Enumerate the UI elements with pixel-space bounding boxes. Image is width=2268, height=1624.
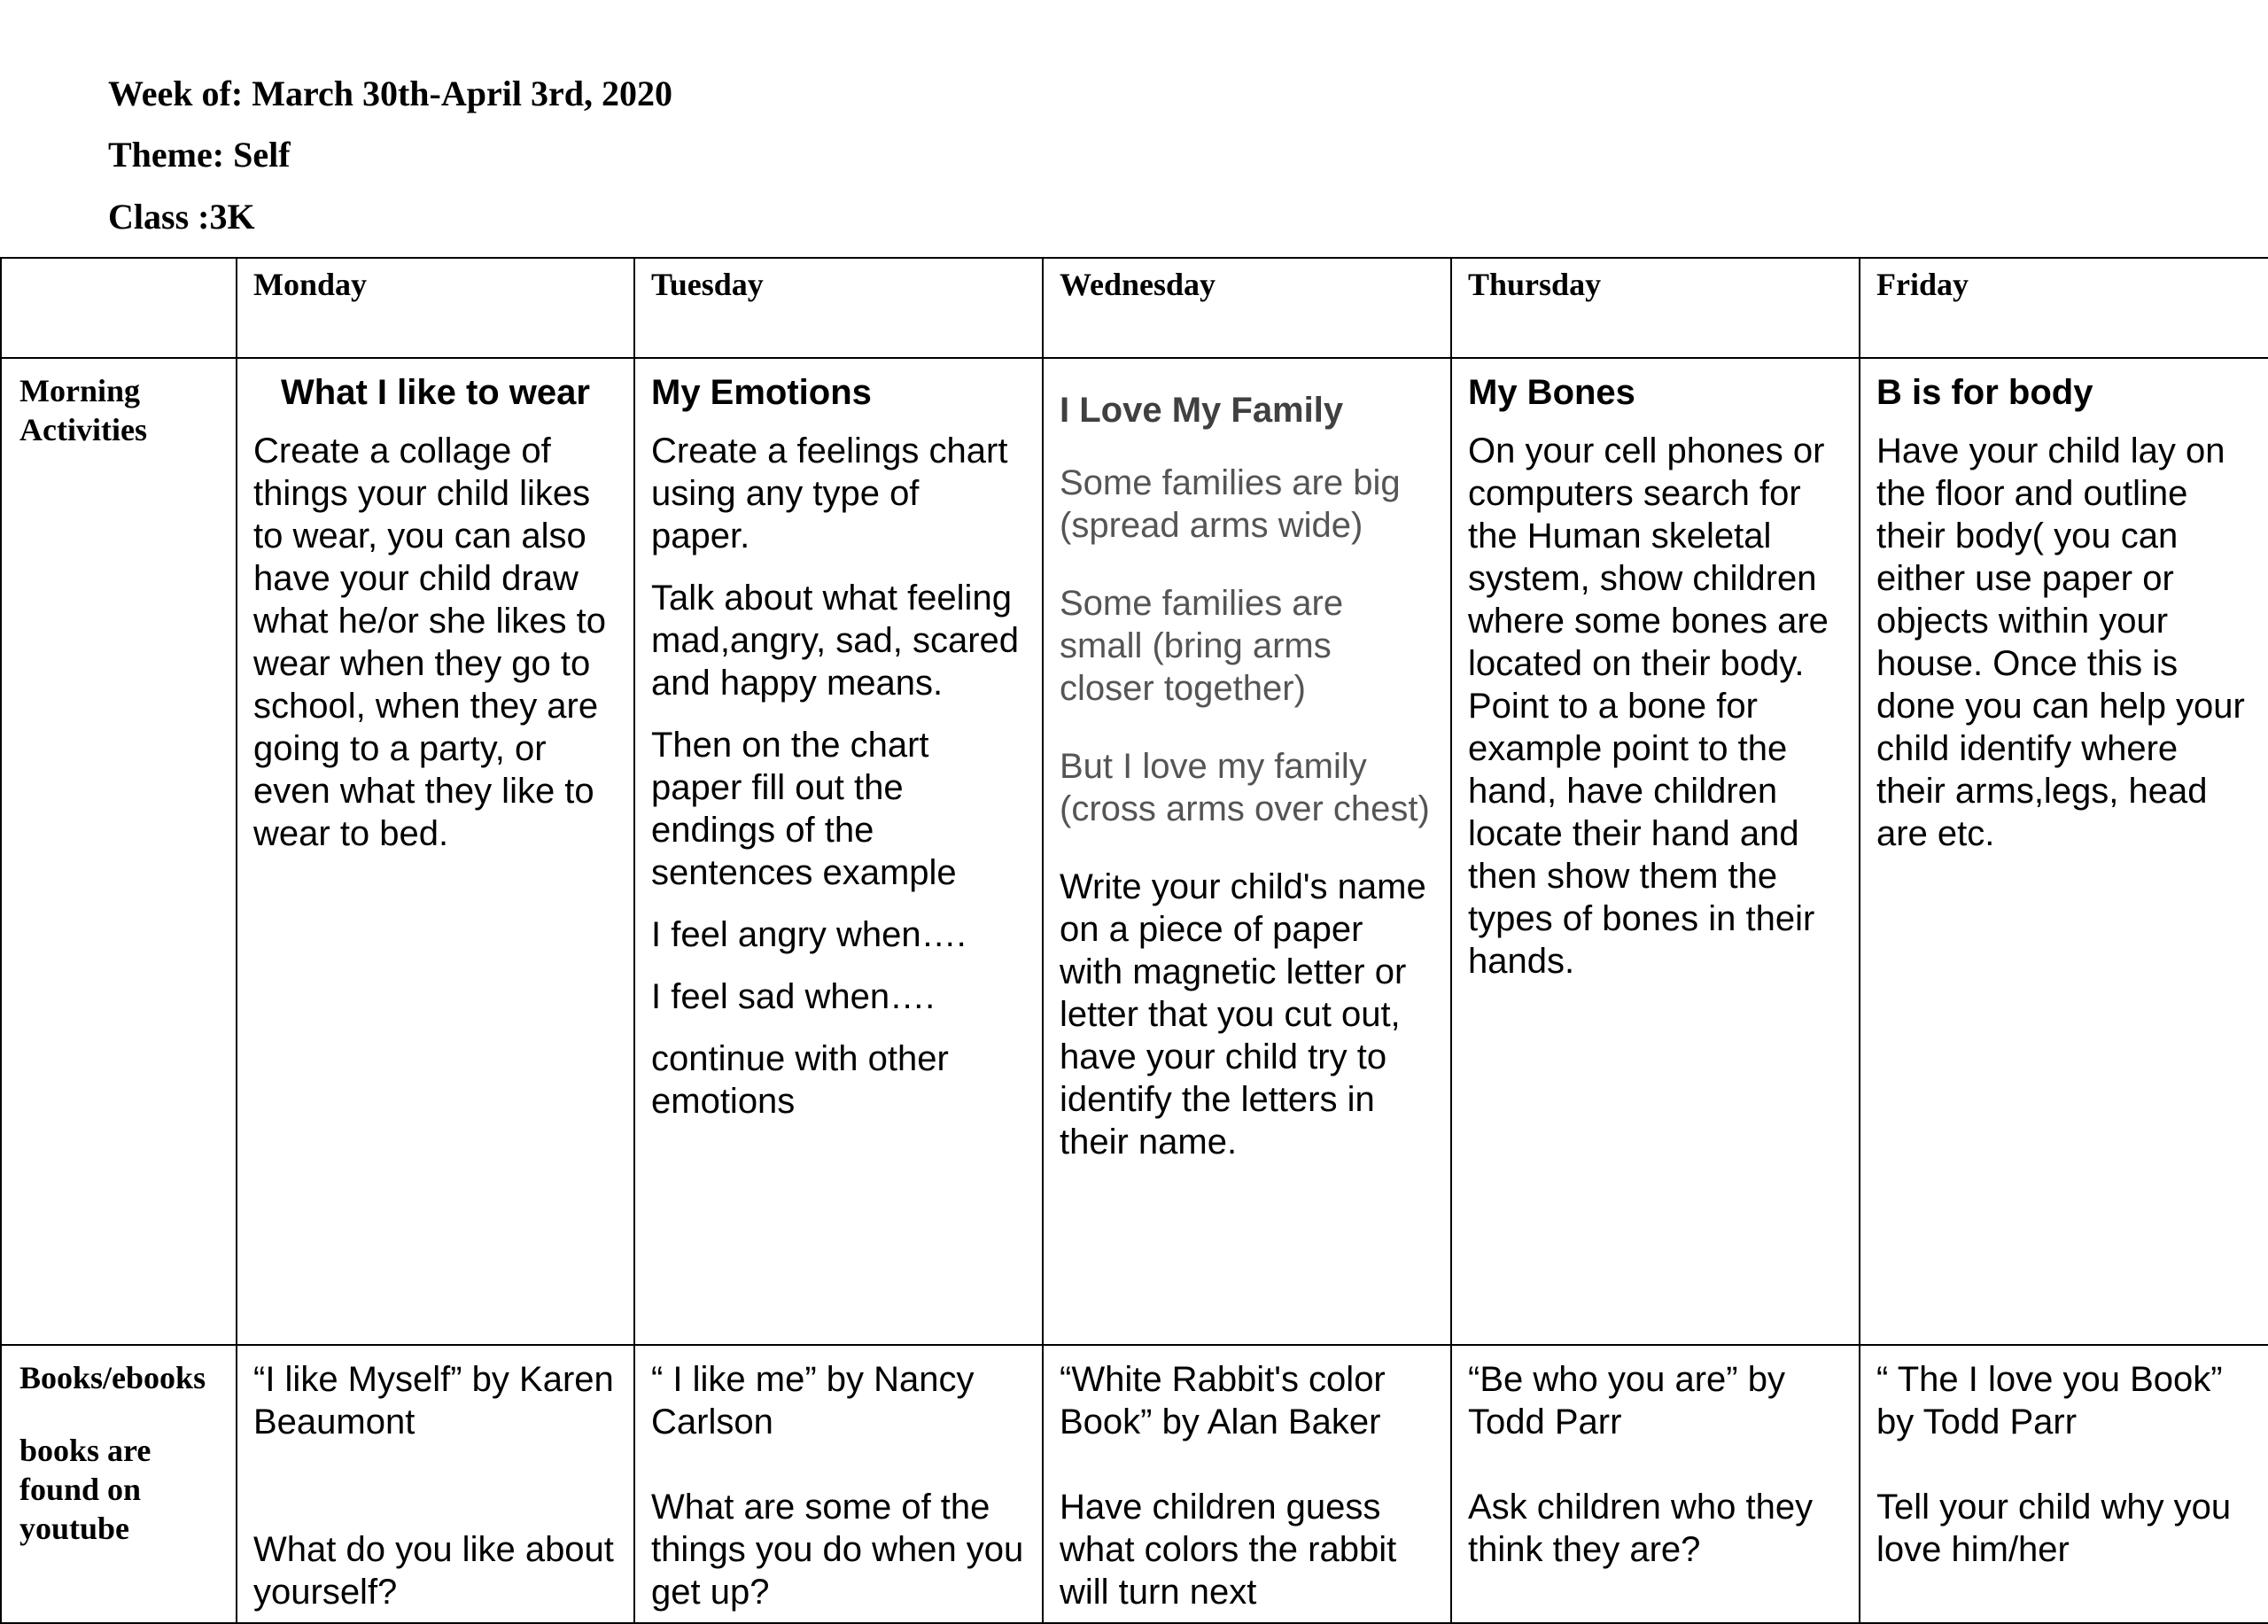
- day-header-thursday: Thursday: [1451, 258, 1860, 358]
- activity-text-tuesday-5: I feel sad when….: [651, 977, 936, 1016]
- activity-cell-thursday: [1451, 358, 1860, 1345]
- activity-cell-friday: [1860, 358, 2268, 1345]
- activity-text-tuesday-6: continue with other emotions: [651, 1039, 949, 1121]
- lesson-plan-table: [0, 257, 2268, 1624]
- activity-title-monday: What I like to wear: [281, 373, 590, 412]
- book-cell-thursday: [1451, 1345, 1860, 1623]
- activity-text-tuesday-3: Then on the chart paper fill out the endings of the sentences example: [651, 726, 957, 892]
- activity-title-tuesday: My Emotions: [651, 373, 872, 412]
- row-label-books-line1: Books/ebooks: [19, 1360, 206, 1395]
- book-question-monday: What do you like about yourself?: [253, 1530, 614, 1612]
- activity-text-friday: Have your child lay on the floor and outline their body( you can either use paper or objects within your house. Once this is done you can help your child identify where their arms,legs, head are etc.: [1876, 431, 2245, 853]
- row-label-morning-line1: Morning: [19, 373, 141, 408]
- activity-title-friday: B is for body: [1876, 373, 2093, 412]
- book-title-monday: “I like Myself” by Karen Beaumont: [253, 1360, 614, 1441]
- activity-cell-monday: [237, 358, 634, 1345]
- books-row: [1, 1345, 2268, 1623]
- activity-text-monday: Create a collage of things your child likes to wear, you can also have your child draw what he/or she likes to wear when they go to school, when they are going to a party, or even what they like to wear to bed.: [253, 431, 606, 853]
- activity-text-tuesday-1: Create a feelings chart using any type of paper.: [651, 431, 1008, 556]
- row-label-books: [1, 1345, 237, 1623]
- activity-text-wednesday-4: Write your child's name on a piece of paper with magnetic letter or letter that you cut out, have your child try to identify the letters in their name.: [1060, 867, 1426, 1162]
- book-cell-wednesday: [1043, 1345, 1451, 1623]
- theme-heading: Theme: Self: [108, 135, 291, 175]
- day-header-monday: Monday: [237, 258, 634, 358]
- activity-cell-tuesday: [634, 358, 1043, 1345]
- row-label-morning-line2: Activities: [19, 412, 147, 447]
- activity-cell-wednesday: [1043, 358, 1451, 1345]
- activity-text-tuesday-4: I feel angry when….: [651, 915, 967, 954]
- day-header-wednesday: Wednesday: [1043, 258, 1451, 358]
- activity-title-wednesday: I Love My Family: [1060, 391, 1344, 430]
- day-header-row: [1, 258, 2268, 358]
- day-header-tuesday: Tuesday: [634, 258, 1043, 358]
- row-label-morning: [1, 358, 237, 1345]
- activity-text-wednesday-3: But I love my family (cross arms over chest): [1060, 747, 1430, 828]
- book-question-wednesday: Have children guess what colors the rabbit will turn next: [1060, 1488, 1397, 1612]
- activity-text-wednesday-1: Some families are big (spread arms wide): [1060, 463, 1401, 545]
- activity-title-thursday: My Bones: [1468, 373, 1635, 412]
- book-title-thursday: “Be who you are” by Todd Parr: [1468, 1360, 1785, 1441]
- book-cell-tuesday: [634, 1345, 1043, 1623]
- week-heading: Week of: March 30th-April 3rd, 2020: [108, 74, 672, 113]
- corner-cell: [1, 258, 237, 358]
- activity-text-thursday: On your cell phones or computers search for the Human skeletal system, show children where some bones are located on their body. Point to a bone for example point to the hand, have children locate their hand and then show them the types of bones in their hands.: [1468, 431, 1829, 981]
- morning-activities-row: [1, 358, 2268, 1345]
- book-cell-friday: [1860, 1345, 2268, 1623]
- book-title-friday: “ The I love you Book” by Todd Parr: [1876, 1360, 2223, 1441]
- book-question-friday: Tell your child why you love him/her: [1876, 1488, 2232, 1569]
- book-title-wednesday: “White Rabbit's color Book” by Alan Baker: [1060, 1360, 1386, 1441]
- book-title-tuesday: “ I like me” by Nancy Carlson: [651, 1360, 975, 1441]
- book-question-thursday: Ask children who they think they are?: [1468, 1488, 1814, 1569]
- activity-text-tuesday-2: Talk about what feeling mad,angry, sad, scared and happy means.: [651, 579, 1020, 703]
- class-heading: Class :3K: [108, 197, 255, 237]
- book-question-tuesday: What are some of the things you do when you get up?: [651, 1488, 1024, 1612]
- book-cell-monday: [237, 1345, 634, 1623]
- row-label-books-note: books are found on youtube: [19, 1433, 151, 1546]
- activity-text-wednesday-2: Some families are small (bring arms closer together): [1060, 584, 1344, 708]
- day-header-friday: Friday: [1860, 258, 2268, 358]
